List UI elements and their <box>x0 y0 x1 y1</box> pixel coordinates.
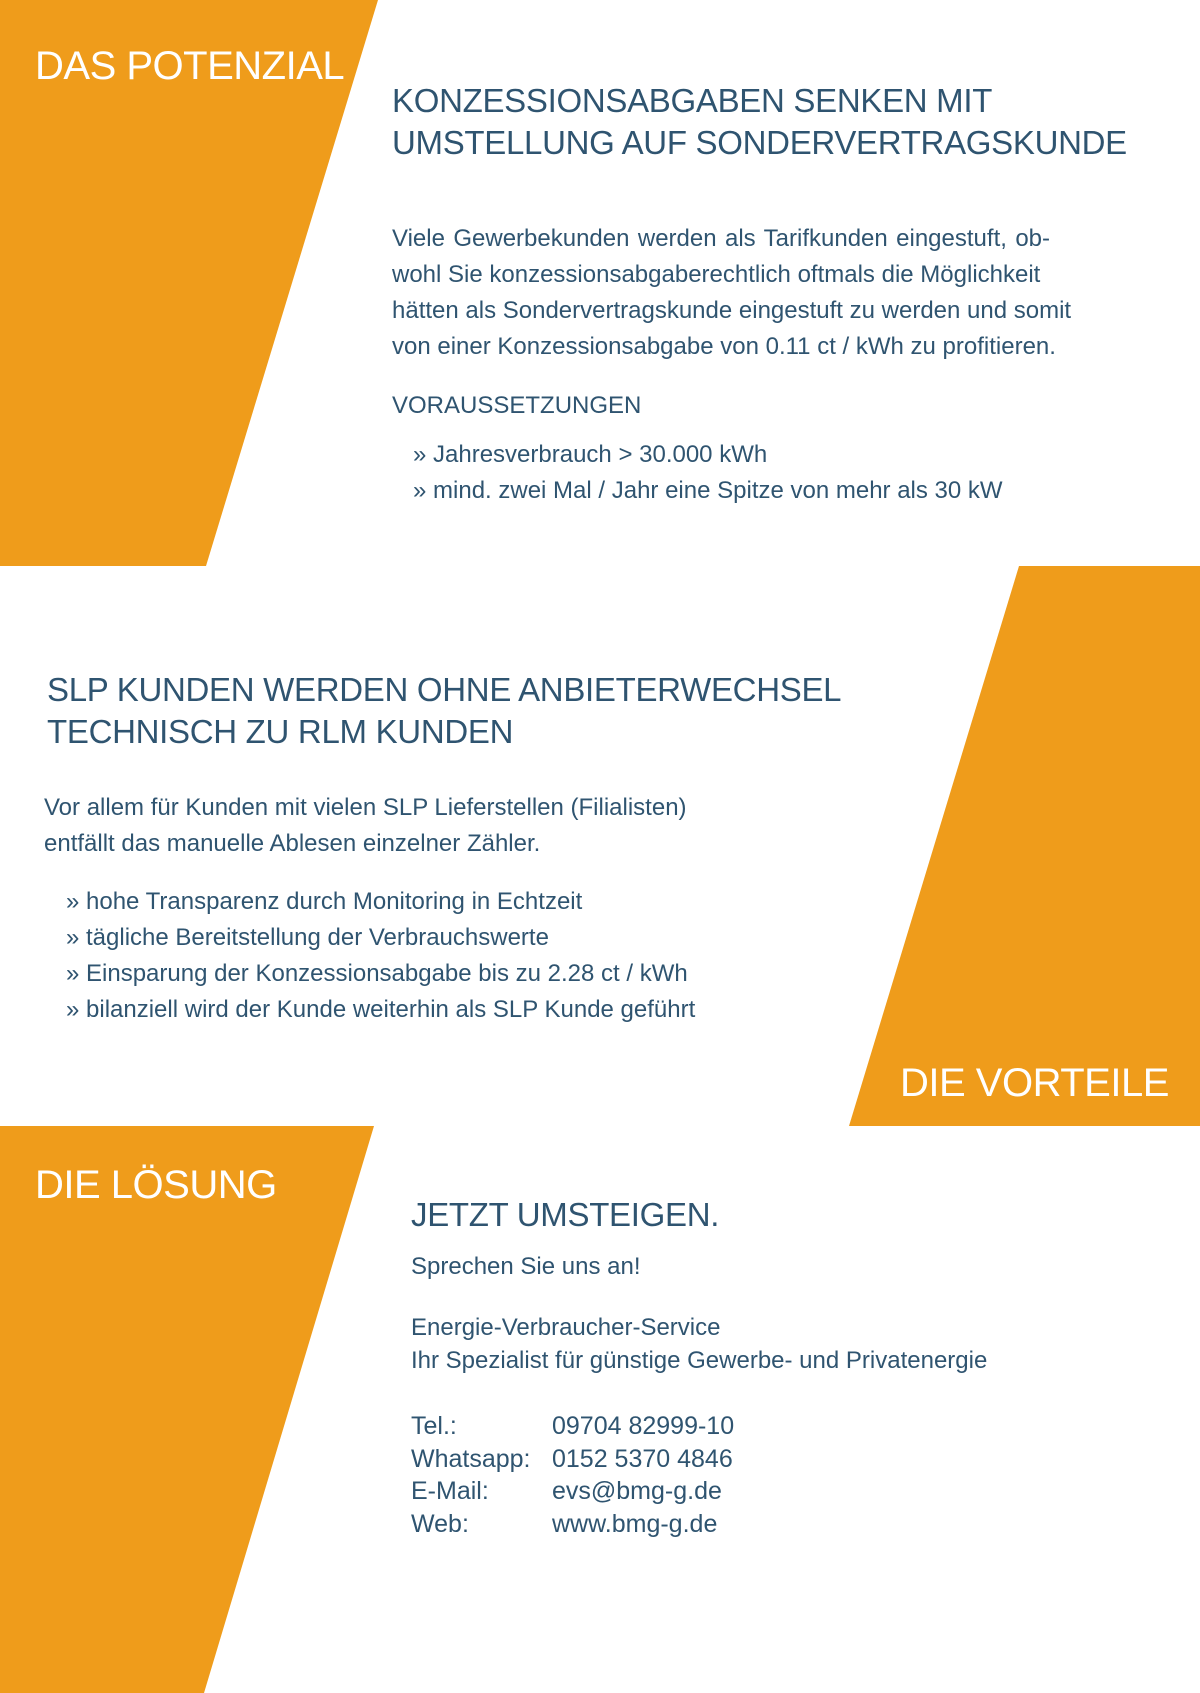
loesung-subtitle <box>411 1249 641 1285</box>
requirements-list <box>413 437 1003 509</box>
potenzial-body <box>392 221 1072 365</box>
contact-row-whatsapp <box>411 1443 734 1476</box>
benefit-item: » Einsparung der Konzessionsabgabe bis zu 2.28 ct / kWh <box>66 960 688 987</box>
contact-row-email <box>411 1475 734 1508</box>
vorteile-body-line: Vor allem für Kunden mit vielen SLP Lieferstellen (Filialisten) <box>44 794 687 821</box>
potenzial-title-line: KONZESSIONSABGABEN SENKEN MIT <box>392 82 993 119</box>
requirements-heading: VORAUSSETZUNGEN <box>392 392 642 419</box>
requirement-item: » Jahresverbrauch > 30.000 kWh <box>413 441 768 468</box>
company-name: Energie-Verbraucher-Service <box>411 1314 721 1341</box>
vorteile-body <box>44 790 687 862</box>
contact-web-value[interactable]: www.bmg-g.de <box>552 1509 718 1538</box>
benefits-list <box>66 884 695 1028</box>
contact-row-phone <box>411 1410 734 1443</box>
loesung-title: JETZT UMSTEIGEN. <box>411 1196 720 1233</box>
contact-label: Web: <box>411 1509 469 1538</box>
vorteile-title <box>47 669 841 753</box>
requirement-item: » mind. zwei Mal / Jahr eine Spitze von mehr als 30 kW <box>413 477 1003 504</box>
potenzial-title <box>392 80 1127 164</box>
company-tagline: Ihr Spezialist für günstige Gewerbe- und Privatenergie <box>411 1346 988 1374</box>
vorteile-orange-panel <box>849 566 1200 1126</box>
loesung-subtitle-line: Sprechen Sie uns an! <box>411 1253 641 1280</box>
potenzial-title-line: UMSTELLUNG AUF SONDERVERTRAGSKUNDE <box>392 124 1127 161</box>
potenzial-body-line: hätten als Sondervertragskunde eingestuft zu werden und somit <box>392 297 1072 324</box>
contact-email-value[interactable]: evs@bmg-g.de <box>552 1477 722 1505</box>
contact-whatsapp-value[interactable]: 0152 5370 4846 <box>552 1444 733 1473</box>
benefit-item: » hohe Transparenz durch Monitoring in Echtzeit <box>66 888 583 915</box>
contact-label: Whatsapp: <box>411 1444 531 1473</box>
vorteile-body-line: entfällt das manuelle Ablesen einzelner Zähler. <box>44 830 541 857</box>
benefit-item: » tägliche Bereitstellung der Verbrauchswerte <box>66 924 549 951</box>
vorteile-title-line: SLP KUNDEN WERDEN OHNE ANBIETERWECHSEL <box>47 671 842 708</box>
potenzial-body-line: Viele Gewerbekunden werden als Tarifkunden eingestuft, ob- <box>392 225 1050 252</box>
benefit-item: » bilanziell wird der Kunde weiterhin als SLP Kunde geführt <box>66 996 696 1023</box>
potenzial-section-label: DAS POTENZIAL <box>35 44 345 88</box>
contact-label: E-Mail: <box>411 1477 489 1505</box>
potenzial-body-line: wohl Sie konzessionsabgaberechtlich oftmals die Möglichkeit <box>392 261 1041 288</box>
vorteile-title-line: TECHNISCH ZU RLM KUNDEN <box>47 713 514 750</box>
loesung-section-label: DIE LÖSUNG <box>35 1163 277 1207</box>
company-block <box>411 1312 987 1377</box>
vorteile-section-label: DIE VORTEILE <box>900 1061 1169 1105</box>
contact-table <box>411 1410 734 1540</box>
loesung-orange-panel <box>0 1126 374 1693</box>
contact-row-web <box>411 1508 734 1541</box>
contact-label: Tel.: <box>411 1412 457 1440</box>
potenzial-body-line: von einer Konzessionsabgabe von 0.11 ct / kWh zu profitieren. <box>392 333 1056 360</box>
contact-phone-value[interactable]: 09704 82999-10 <box>552 1412 735 1440</box>
